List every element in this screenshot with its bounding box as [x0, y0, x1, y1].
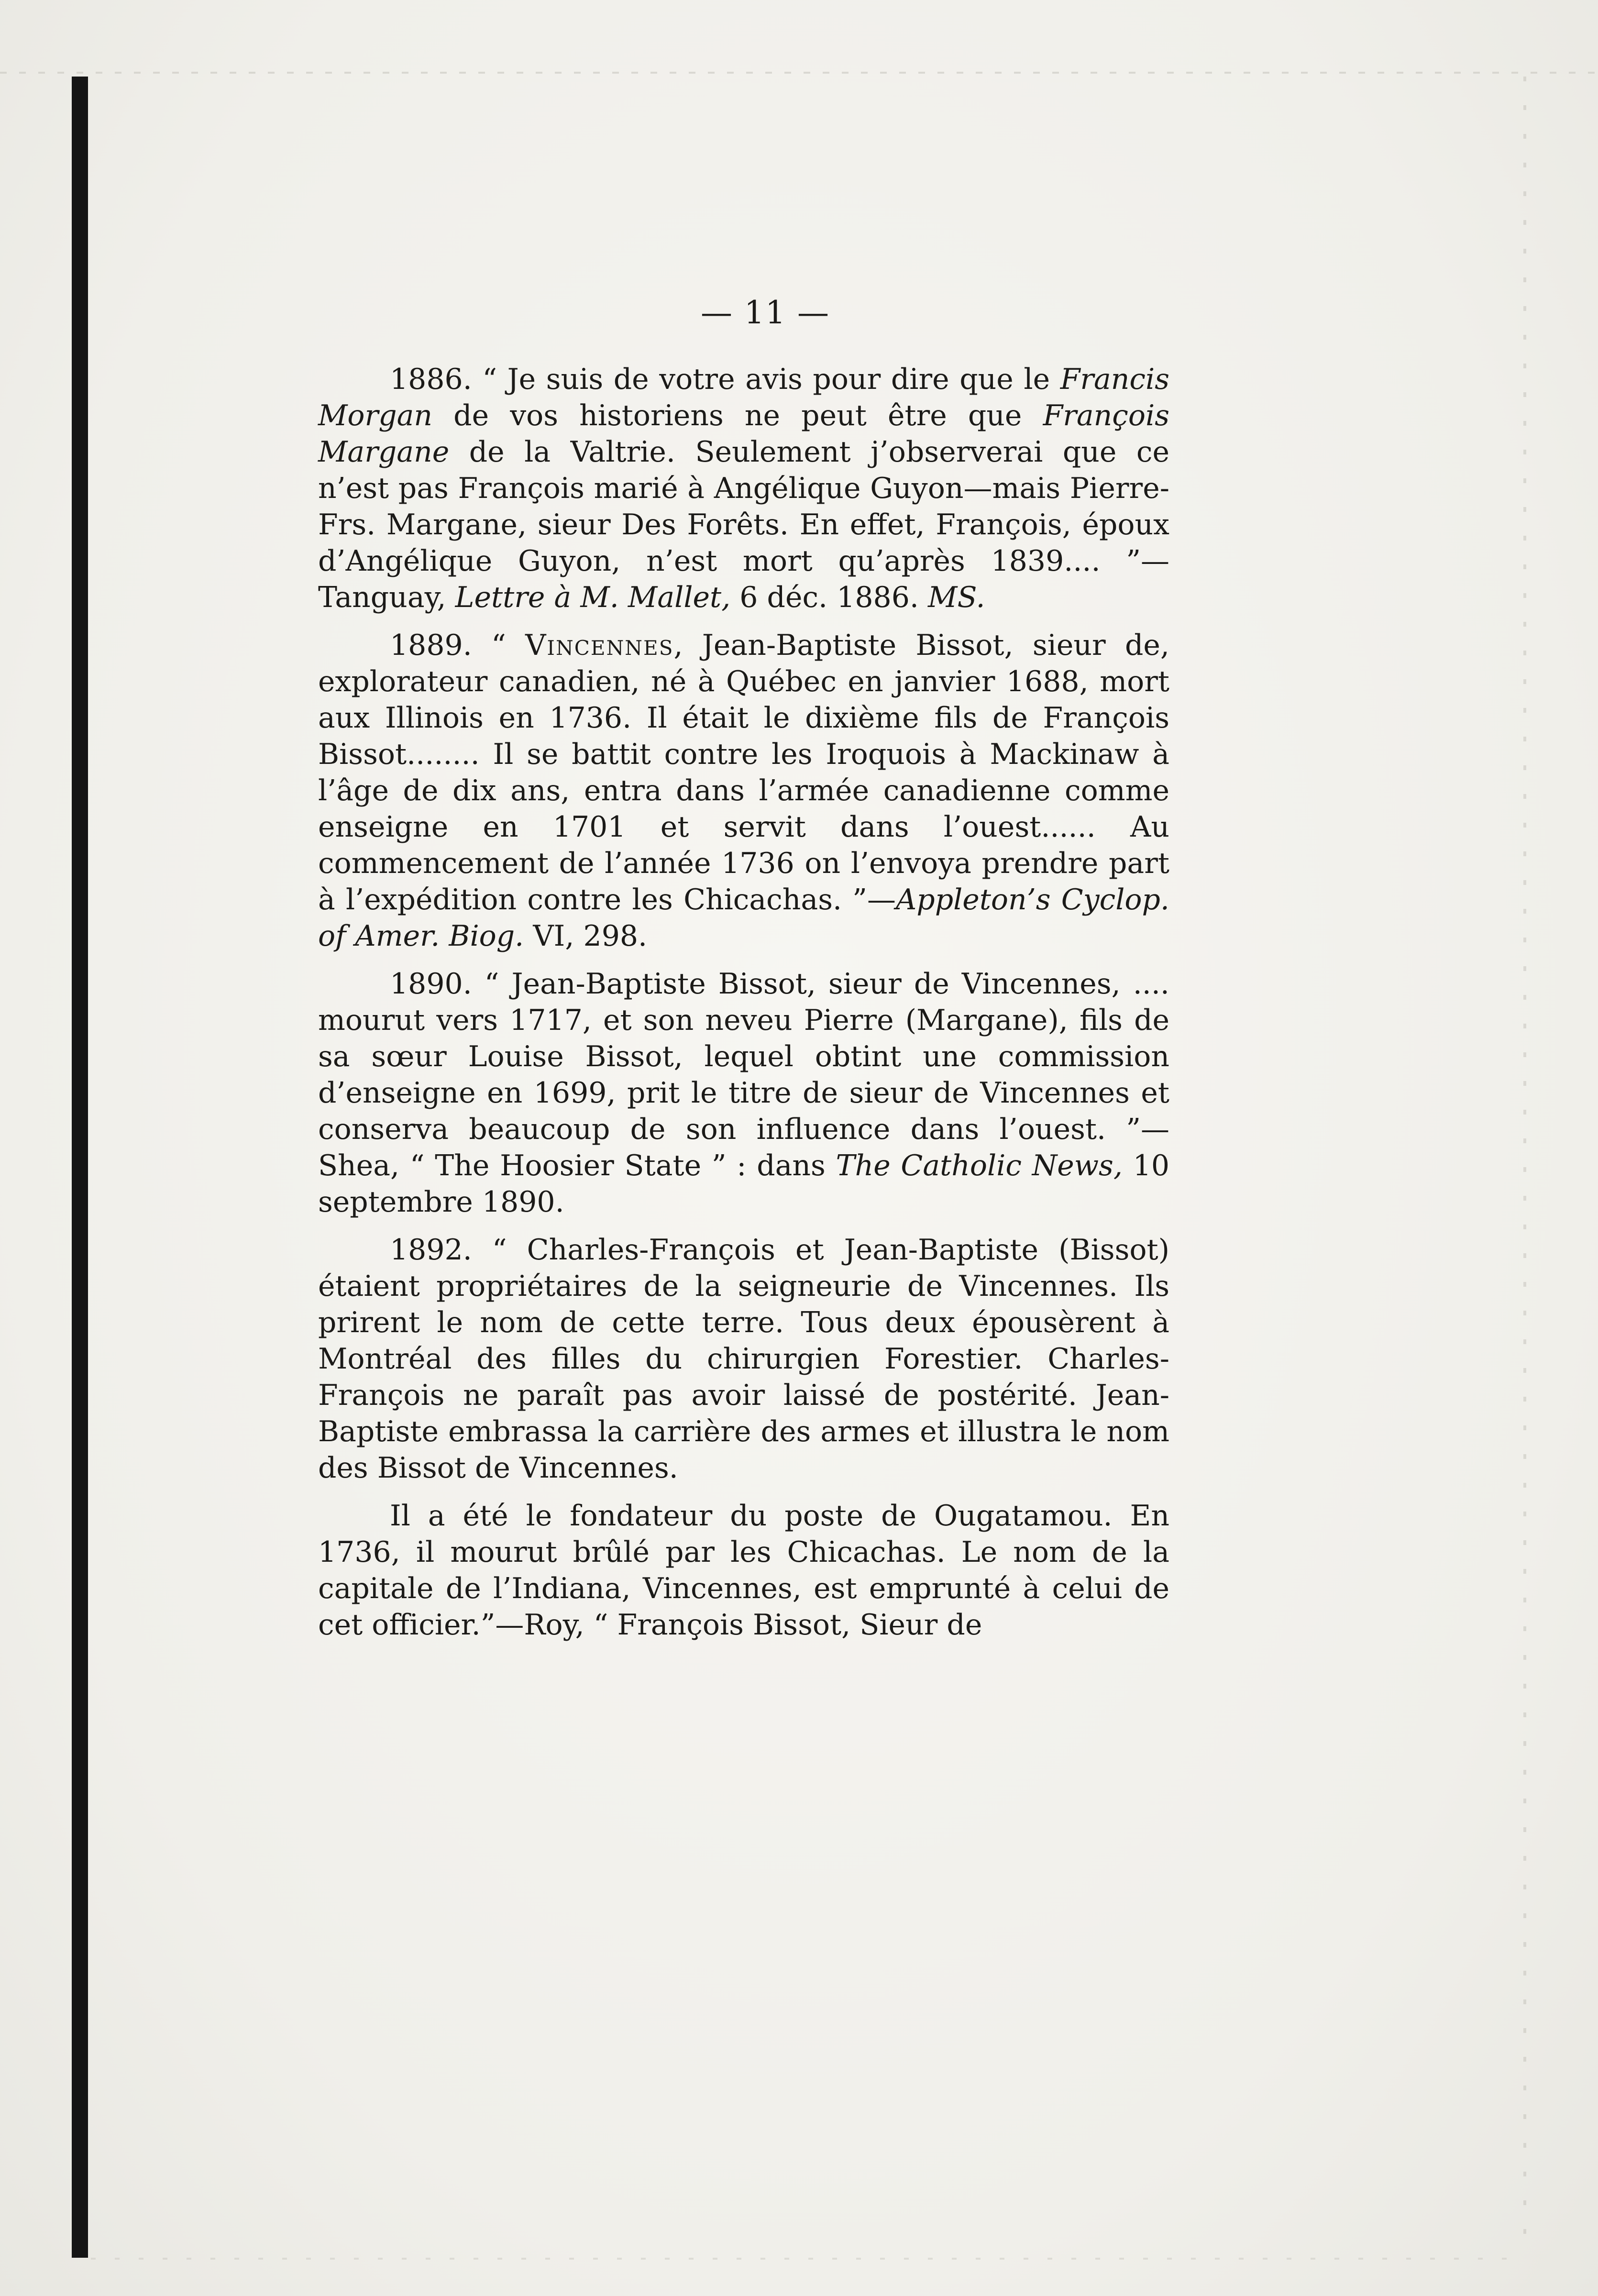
text-segment-italic: Lettre à M. Mallet, — [455, 581, 731, 614]
text-segment: , Jean-Baptiste Bissot, sieur de, explorateur canadien, né à Québec en janvier 1688, mort aux Illinois en 1736. Il était le dixième fils de François Bissot........ Il se battit contre les Iroquois à Mackinaw à l’âge de dix ans, entra dans l’armée canadienne comme enseigne en 1701 et servit dans l’ouest...... Au commencement de l’année 1736 on l’envoya prendre part à l’expédition contre les Chicachas. ”— — [318, 629, 1170, 916]
body-text — [318, 361, 1169, 1655]
page-bottom-edge — [91, 2258, 1526, 2260]
paragraph-1890 — [318, 966, 1169, 1220]
page-right-edge — [1523, 77, 1526, 2258]
text-segment: de la Valtrie. Seulement j’observerai que ce n’est pas François marié à Angélique Guyon—mais Pierre-Frs. Margane, sieur Des Forêts. En effet, François, époux d’Angélique Guyon, n’est mort qu’après 1839.... ”—Tanguay, — [318, 435, 1169, 614]
text-segment-italic: The Catholic News, — [836, 1149, 1123, 1182]
text-segment: 1886. “ Je suis de votre avis pour dire que le — [390, 363, 1060, 396]
text-segment: 1892. “ Charles-François et Jean-Baptiste (Bissot) étaient propriétaires de la seigneurie de Vincennes. Ils prirent le nom de cette terre. Tous deux épousèrent à Montréal des filles du chirurgien Forestier. Charles-François ne paraît pas avoir laissé de postérité. Jean-Baptiste embrassa la carrière des armes et illustra le nom des Bissot de Vincennes. — [318, 1233, 1169, 1485]
page-top-edge — [0, 72, 1598, 74]
text-segment: de vos historiens ne peut être que — [432, 399, 1043, 432]
paragraph-1889 — [318, 627, 1169, 954]
binding-edge — [72, 77, 88, 2258]
paragraph-1886 — [318, 361, 1169, 616]
text-segment: 10 septembre 1890. — [318, 1149, 1169, 1219]
text-segment: VI, 298. — [524, 919, 648, 953]
text-segment: 1889. “ — [390, 629, 526, 662]
page-number: — 11 — — [701, 294, 830, 331]
text-segment-italic: François Margane — [318, 399, 1169, 469]
text-segment-italic: Appleton’s Cyclop. of Amer. Biog. — [318, 883, 1169, 953]
text-segment-smallcaps: Vincennes — [525, 629, 674, 662]
paragraph-1892 — [318, 1232, 1169, 1486]
text-segment: 6 déc. 1886. — [730, 581, 928, 614]
text-segment-italic: Francis Morgan — [318, 363, 1169, 432]
paragraph-continuation — [318, 1498, 1169, 1643]
text-segment-italic: MS. — [928, 581, 985, 614]
text-segment: 1890. “ Jean-Baptiste Bissot, sieur de Vincennes, .... mourut vers 1717, et son neveu Pierre (Margane), fils de sa sœur Louise Bissot, lequel obtint une commission d’enseigne en 1699, prit le titre de sieur de Vincennes et conserva beaucoup de son influence dans l’ouest. ”—Shea, “ The Hoosier State ” : dans — [318, 967, 1169, 1182]
text-segment: Il a été le fondateur du poste de Ougatamou. En 1736, il mourut brûlé par les Chicachas. Le nom de la capitale de l’Indiana, Vincennes, est emprunté à celui de cet officier.”—Roy, “ François Bissot, Sieur de — [318, 1499, 1169, 1642]
